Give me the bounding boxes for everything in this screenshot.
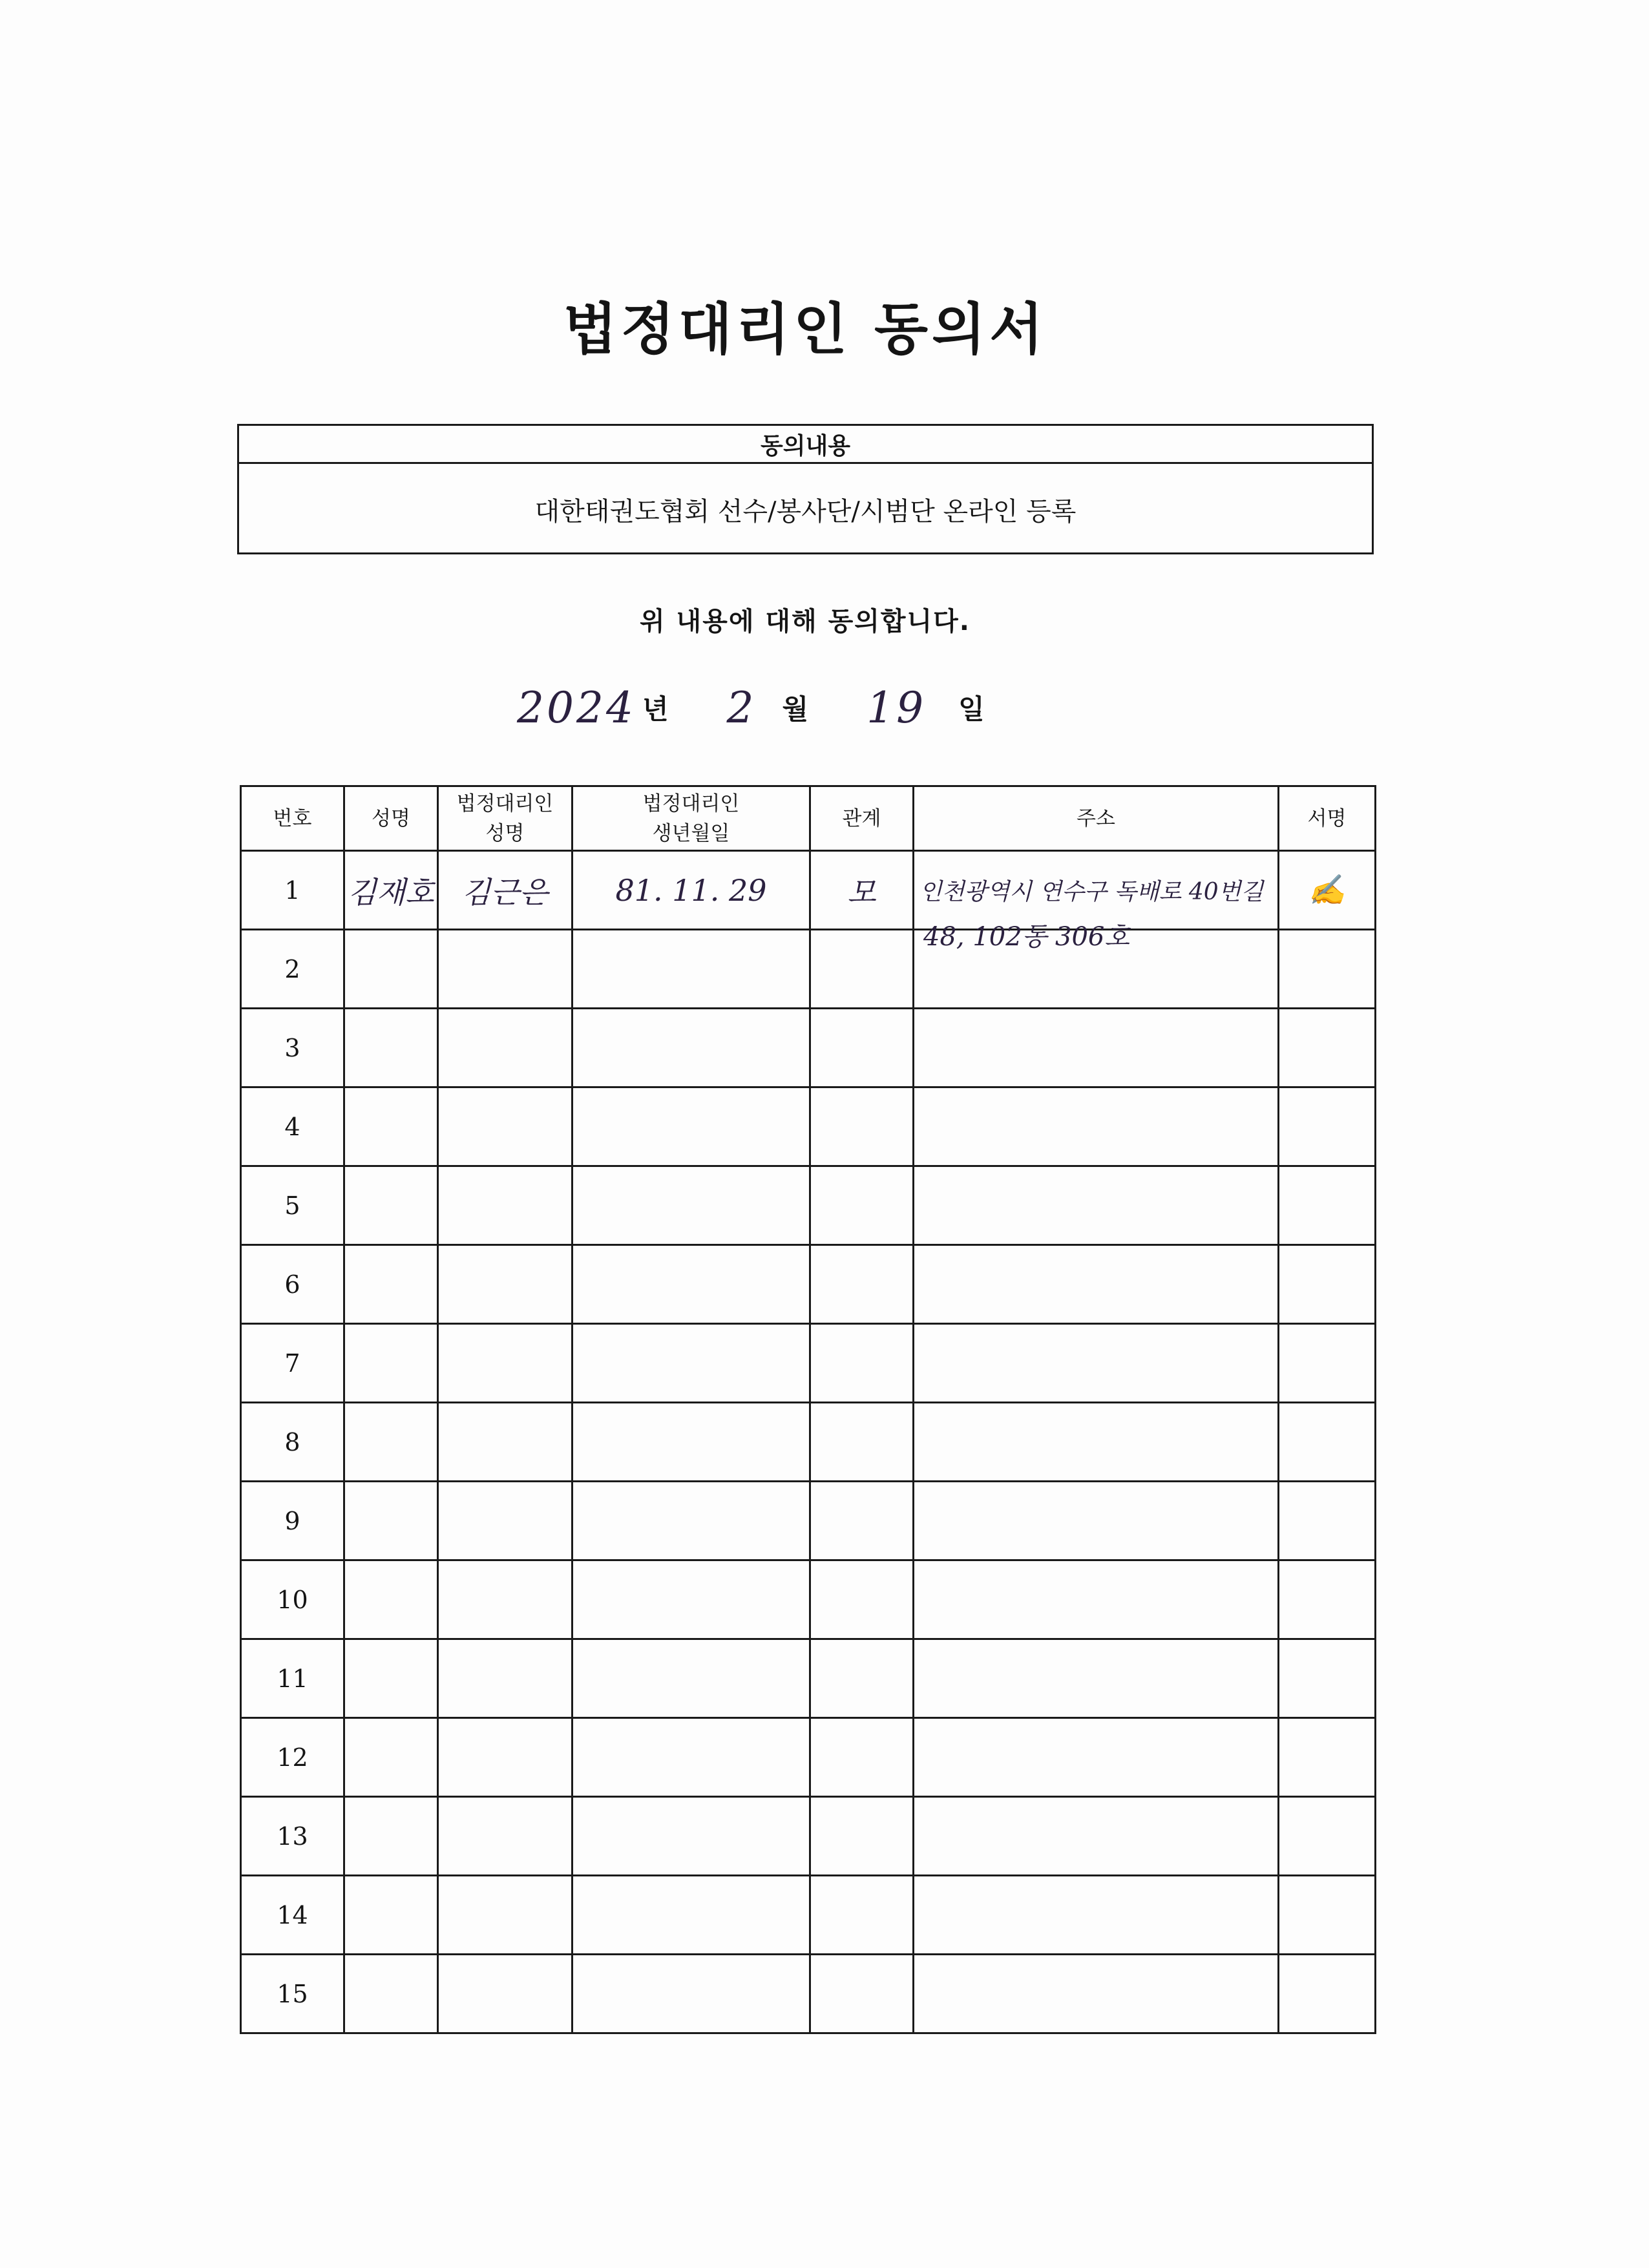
header-guardian-name (438, 786, 572, 851)
cell-guardian-birth (572, 1009, 810, 1087)
consent-content: 대한태권도협회 선수/봉사단/시범단 온라인 등록 (534, 496, 1077, 527)
cell-address (914, 1639, 1279, 1718)
cell-name (344, 1955, 438, 2033)
cell-relation (810, 1087, 914, 1166)
cell-address (914, 1482, 1279, 1560)
cell-guardian-name (438, 1324, 572, 1403)
cell-no: 9 (241, 1482, 344, 1560)
table-row (241, 1797, 1376, 1876)
header-guardian-birth (572, 786, 810, 851)
cell-guardian-name (438, 1876, 572, 1955)
cell-guardian-name (438, 1797, 572, 1876)
cell-name (344, 1166, 438, 1245)
cell-name (344, 1324, 438, 1403)
table-row (241, 851, 1376, 930)
cell-address (914, 1876, 1279, 1955)
cell-relation (810, 1403, 914, 1482)
cell-relation (810, 1245, 914, 1324)
cell-guardian-name (438, 1639, 572, 1718)
cell-guardian-name (438, 1087, 572, 1166)
table-row (241, 1482, 1376, 1560)
cell-signature (1279, 1482, 1376, 1560)
cell-no: 4 (241, 1087, 344, 1166)
cell-address (914, 1718, 1279, 1797)
cell-no: 11 (241, 1639, 344, 1718)
cell-guardian-birth: 81. 11. 29 (572, 851, 810, 930)
table-row (241, 1876, 1376, 1955)
cell-name (344, 1009, 438, 1087)
cell-signature (1279, 1166, 1376, 1245)
cell-guardian-name: 김근은 (438, 851, 572, 930)
header-guardian-name-line2: 성명 (485, 821, 525, 845)
cell-no: 13 (241, 1797, 344, 1876)
cell-guardian-name (438, 1245, 572, 1324)
date-month-unit: 월 (782, 693, 809, 725)
cell-no: 3 (241, 1009, 344, 1087)
cell-no: 14 (241, 1876, 344, 1955)
cell-signature: ✍ (1279, 851, 1376, 930)
table-row (241, 1245, 1376, 1324)
cell-address (914, 1087, 1279, 1166)
cell-signature (1279, 1087, 1376, 1166)
cell-relation (810, 1166, 914, 1245)
cell-no: 7 (241, 1324, 344, 1403)
cell-guardian-birth (572, 1403, 810, 1482)
consent-box (237, 424, 1374, 554)
cell-name (344, 1087, 438, 1166)
date-month: 2 (726, 682, 757, 733)
cell-guardian-birth (572, 1718, 810, 1797)
table-row (241, 1087, 1376, 1166)
header-address: 주소 (914, 786, 1279, 851)
cell-no: 12 (241, 1718, 344, 1797)
table-row (241, 1403, 1376, 1482)
cell-guardian-name (438, 1955, 572, 2033)
cell-guardian-birth (572, 930, 810, 1009)
cell-relation (810, 1324, 914, 1403)
cell-relation (810, 1560, 914, 1639)
cell-address (914, 851, 1279, 952)
cell-name: 김재호 (344, 851, 438, 930)
address-line2: 48, 102동 306호 (923, 922, 1130, 952)
cell-address (914, 1955, 1279, 2033)
cell-address (914, 1560, 1279, 1639)
table-header-row (241, 786, 1376, 851)
cell-signature (1279, 1560, 1376, 1639)
cell-signature (1279, 1955, 1376, 2033)
cell-signature (1279, 1718, 1376, 1797)
page-title: 법정대리인 동의서 (563, 297, 1047, 362)
table-body (241, 851, 1376, 2033)
cell-guardian-birth (572, 1166, 810, 1245)
cell-signature (1279, 1324, 1376, 1403)
cell-guardian-name (438, 1166, 572, 1245)
header-guardian-birth-line1: 법정대리인 (642, 792, 740, 815)
cell-address (914, 1166, 1279, 1245)
cell-name (344, 1718, 438, 1797)
cell-address (914, 1009, 1279, 1087)
cell-guardian-birth (572, 1324, 810, 1403)
cell-name (344, 930, 438, 1009)
cell-guardian-birth (572, 1482, 810, 1560)
table-row (241, 1955, 1376, 2033)
cell-address (914, 1797, 1279, 1876)
cell-no: 10 (241, 1560, 344, 1639)
date-year-unit: 년 (642, 693, 669, 725)
date-line (517, 678, 1043, 737)
cell-guardian-birth (572, 1245, 810, 1324)
cell-guardian-birth (572, 1876, 810, 1955)
cell-name (344, 1403, 438, 1482)
cell-name (344, 1876, 438, 1955)
cell-relation: 모 (810, 851, 914, 930)
date-year: 2024 (517, 682, 636, 733)
cell-name (344, 1639, 438, 1718)
cell-no: 5 (241, 1166, 344, 1245)
cell-guardian-name (438, 1403, 572, 1482)
date-day-unit: 일 (958, 693, 985, 725)
table-row (241, 1324, 1376, 1403)
header-guardian-birth-line2: 생년월일 (652, 821, 730, 845)
header-signature: 서명 (1279, 786, 1376, 851)
cell-relation (810, 1797, 914, 1876)
cell-address (914, 1403, 1279, 1482)
cell-name (344, 1245, 438, 1324)
header-no: 번호 (241, 786, 344, 851)
table-row (241, 930, 1376, 1009)
cell-no: 2 (241, 930, 344, 1009)
cell-name (344, 1797, 438, 1876)
cell-signature (1279, 1876, 1376, 1955)
cell-guardian-name (438, 930, 572, 1009)
cell-relation (810, 930, 914, 1009)
cell-guardian-birth (572, 1955, 810, 2033)
cell-signature (1279, 1639, 1376, 1718)
cell-guardian-name (438, 1560, 572, 1639)
cell-no: 6 (241, 1245, 344, 1324)
table-row (241, 1560, 1376, 1639)
registration-table (240, 785, 1376, 2034)
cell-relation (810, 1718, 914, 1797)
cell-signature (1279, 1403, 1376, 1482)
table-row (241, 1639, 1376, 1718)
cell-signature (1279, 1797, 1376, 1876)
cell-no: 15 (241, 1955, 344, 2033)
cell-signature (1279, 930, 1376, 1009)
consent-header: 동의내용 (239, 426, 1372, 464)
cell-relation (810, 1482, 914, 1560)
address-line1: 인천광역시 연수구 독배로 40번길 (919, 879, 1264, 905)
header-name: 성명 (344, 786, 438, 851)
cell-no: 1 (241, 851, 344, 930)
cell-guardian-birth (572, 1797, 810, 1876)
table-row (241, 1166, 1376, 1245)
cell-address (914, 1245, 1279, 1324)
cell-no: 8 (241, 1403, 344, 1482)
registration-table-wrap (240, 785, 1376, 2034)
cell-guardian-name (438, 1009, 572, 1087)
cell-guardian-name (438, 1718, 572, 1797)
date-day: 19 (867, 682, 927, 733)
header-guardian-name-line1: 법정대리인 (456, 792, 554, 815)
cell-relation (810, 1955, 914, 2033)
cell-guardian-birth (572, 1560, 810, 1639)
cell-name (344, 1482, 438, 1560)
cell-signature (1279, 1245, 1376, 1324)
cell-guardian-birth (572, 1087, 810, 1166)
cell-address (914, 1324, 1279, 1403)
table-row (241, 1718, 1376, 1797)
table-row (241, 1009, 1376, 1087)
cell-relation (810, 1876, 914, 1955)
cell-guardian-name (438, 1482, 572, 1560)
cell-relation (810, 1639, 914, 1718)
header-relation: 관계 (810, 786, 914, 851)
cell-name (344, 1560, 438, 1639)
cell-guardian-birth (572, 1639, 810, 1718)
cell-signature (1279, 1009, 1376, 1087)
agree-statement: 위 내용에 대해 동의합니다. (639, 607, 971, 636)
cell-relation (810, 1009, 914, 1087)
